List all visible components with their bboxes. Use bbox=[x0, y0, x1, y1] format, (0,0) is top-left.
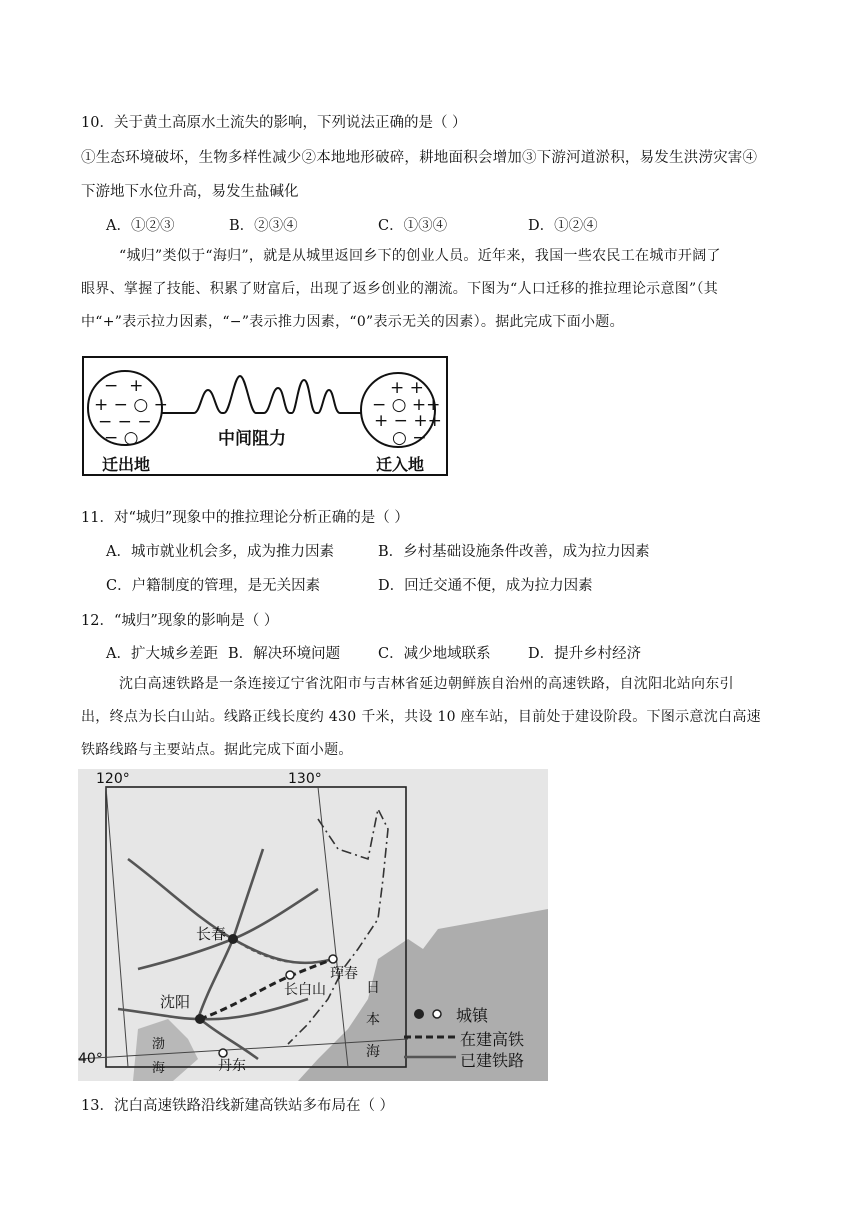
q12-option-b: B．解决环境问题 bbox=[228, 646, 341, 662]
origin-symbol: − bbox=[137, 412, 152, 432]
q10-option-b: B．②③④ bbox=[229, 218, 298, 234]
label-sea-bohai-1: 渤 bbox=[152, 1037, 166, 1052]
label-hunchun: 珲春 bbox=[330, 966, 358, 982]
origin-symbols-row1 bbox=[104, 376, 143, 396]
q10-statements-line2: 下游地下水位升高，易发生盐碱化 bbox=[81, 184, 299, 200]
destination-symbol: − bbox=[412, 428, 427, 448]
origin-symbol: − bbox=[104, 428, 119, 448]
q11-option-c: C．户籍制度的管理，是无关因素 bbox=[106, 578, 321, 594]
destination-symbol: − bbox=[393, 411, 408, 431]
passage-chenggui-line1: “城归”类似于“海归”，就是从城里返回乡下的创业人员。近年来，我国一些农民工在城市开阔了 bbox=[119, 248, 721, 264]
legend-town-label: 城镇 bbox=[456, 1006, 489, 1025]
origin-symbols-row4 bbox=[104, 428, 139, 448]
passage-chenggui bbox=[81, 240, 781, 339]
label-sea-japan-2: 本 bbox=[366, 1012, 380, 1028]
destination-label: 迁入地 bbox=[376, 455, 425, 474]
q11-option-d: D．回迁交通不便，成为拉力因素 bbox=[378, 578, 593, 594]
push-pull-diagram bbox=[82, 356, 448, 476]
label-shenyang: 沈阳 bbox=[160, 993, 191, 1011]
origin-symbol: ○ bbox=[133, 395, 149, 415]
city-hunchun-dot bbox=[329, 955, 337, 963]
railway-existing bbox=[138, 889, 318, 969]
destination-symbol: + bbox=[427, 411, 442, 431]
intervening-obstacles-label: 中间阻力 bbox=[218, 429, 286, 449]
origin-symbol: ○ bbox=[123, 428, 139, 448]
passage-shenbai-railway bbox=[81, 668, 781, 767]
q10-stem: 10．关于黄土高原水土流失的影响，下列说法正确的是（ ） bbox=[81, 115, 467, 131]
q10-statements-line1: ①生态环境破坏，生物多样性减少②本地地形破碎，耕地面积会增加③下游河道淤积，易发生洪涝灾害④ bbox=[81, 150, 758, 166]
label-lat-40: 40° bbox=[78, 1051, 103, 1067]
railway-existing bbox=[118, 999, 308, 1019]
q12-option-c: C．减少地域联系 bbox=[378, 646, 491, 662]
railway-existing bbox=[200, 1019, 258, 1059]
q10-option-d: D．①②④ bbox=[528, 218, 598, 234]
legend-hsr-label: 在建高铁 bbox=[460, 1030, 525, 1049]
q12-stem: 12．“城归”现象的影响是（ ） bbox=[81, 613, 279, 629]
q11-option-b: B．乡村基础设施条件改善，成为拉力因素 bbox=[378, 544, 650, 560]
origin-symbol: − bbox=[153, 395, 168, 415]
shenbai-railway-map bbox=[78, 769, 548, 1081]
label-dandong: 丹东 bbox=[218, 1058, 246, 1074]
origin-symbol: − bbox=[117, 412, 132, 432]
q10-option-a: A．①②③ bbox=[106, 218, 175, 234]
city-shenyang-dot bbox=[195, 1014, 205, 1024]
label-sea-japan-3: 海 bbox=[366, 1044, 380, 1060]
origin-symbol: − bbox=[98, 412, 113, 432]
destination-symbol: + bbox=[413, 411, 428, 431]
label-lon-130: 130° bbox=[288, 771, 322, 787]
destination-symbols-row4 bbox=[392, 428, 427, 448]
city-changbaishan-dot bbox=[286, 971, 294, 979]
origin-label: 迁出地 bbox=[102, 455, 151, 474]
q11-option-a: A．城市就业机会多，成为推力因素 bbox=[106, 544, 334, 560]
label-sea-japan-1: 日 bbox=[366, 980, 380, 996]
label-sea-bohai-2: 海 bbox=[152, 1061, 166, 1076]
destination-symbol: + bbox=[374, 411, 389, 431]
city-changchun-dot bbox=[228, 934, 238, 944]
origin-symbol: + bbox=[94, 395, 109, 415]
q10-option-c: C．①③④ bbox=[378, 218, 448, 234]
destination-symbol: + bbox=[409, 378, 424, 398]
q13-stem: 13．沈白高速铁路沿线新建高铁站多布局在（ ） bbox=[81, 1098, 395, 1114]
passage-chenggui-line3: 中“+”表示拉力因素，“−”表示推力因素，“0”表示无关的因素）。据此完成下面小题。 bbox=[81, 314, 624, 330]
q12-option-a: A．扩大城乡差距 bbox=[106, 646, 218, 662]
destination-symbol: + bbox=[426, 395, 441, 415]
meridian-130 bbox=[318, 787, 348, 1067]
passage-chenggui-line2: 眼界、掌握了技能、积累了财富后，出现了返乡创业的潮流。下图为“人口迁移的推拉理论示意图”（其 bbox=[81, 281, 719, 297]
meridian-120 bbox=[106, 787, 128, 1067]
label-lon-120: 120° bbox=[96, 771, 130, 787]
q11-stem: 11．对“城归”现象中的推拉理论分析正确的是（ ） bbox=[81, 510, 409, 526]
origin-symbol: − bbox=[113, 395, 128, 415]
legend-railway-label: 已建铁路 bbox=[460, 1051, 525, 1070]
intervening-obstacles-line bbox=[162, 376, 361, 413]
label-changchun: 长春 bbox=[196, 925, 227, 943]
q12-option-d: D．提升乡村经济 bbox=[528, 646, 642, 662]
label-changbaishan: 长白山 bbox=[284, 982, 326, 998]
origin-symbol: + bbox=[129, 376, 144, 396]
destination-symbol: + bbox=[390, 378, 405, 398]
destination-symbol: ○ bbox=[391, 395, 407, 415]
legend-town-solid bbox=[414, 1009, 424, 1019]
passage-shenbai-line3: 铁路线路与主要站点。据此完成下面小题。 bbox=[81, 742, 353, 758]
legend-town-hollow bbox=[433, 1010, 441, 1018]
passage-shenbai-line2: 出，终点为长白山站。线路正线长度约 430 千米，共设 10 座车站，目前处于建设阶段。下图示意沈白高速 bbox=[81, 709, 761, 725]
origin-symbol: − bbox=[104, 376, 119, 396]
destination-symbol: − bbox=[372, 395, 387, 415]
passage-shenbai-line1: 沈白高速铁路是一条连接辽宁省沈阳市与吉林省延边朝鲜族自治州的高速铁路，自沈阳北站向东引 bbox=[119, 676, 734, 692]
destination-symbol: ○ bbox=[392, 428, 407, 448]
destination-symbol: + bbox=[411, 395, 427, 415]
sea-bohai-area bbox=[133, 1019, 198, 1081]
